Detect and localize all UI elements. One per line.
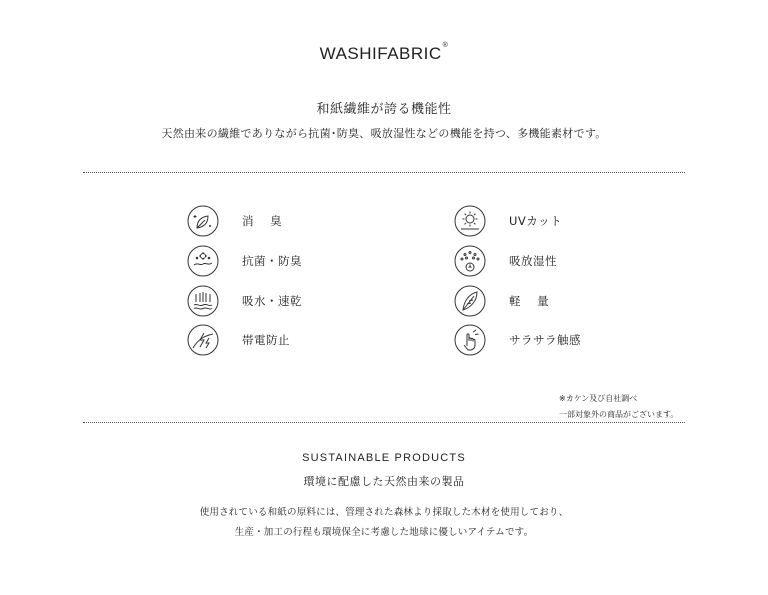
sustainable-body [0, 503, 768, 543]
brand-name: WASHIFABRIC [319, 44, 442, 63]
intro-subtitle: 天然由来の繊維でありながら抗菌･防臭、吸放湿性などの機能を持つ、多機能素材です。 [161, 127, 607, 140]
brand-logo [0, 44, 768, 64]
sustainable-title: SUSTAINABLE PRODUCTS [302, 452, 466, 464]
sustainable-body-line: 使用されている和紙の原料には、管理された森林より採取した木材を使用しており、 [199, 507, 569, 518]
feature-uv-cut [454, 204, 562, 238]
divider-bottom [83, 422, 685, 423]
feature-label: 抗菌・防臭 [242, 254, 302, 268]
feature-label: 帯電防止 [242, 333, 290, 347]
sustainable-subtitle: 環境に配慮した天然由来の製品 [303, 475, 465, 488]
feature-label: 消 臭 [242, 214, 283, 228]
footnote-exception: 一部対象外の商品がございます。 [559, 410, 679, 419]
feature-lightweight [454, 284, 549, 318]
feature-antistatic [187, 323, 290, 357]
feature-label: 吸水・速乾 [242, 294, 302, 308]
hand-touch-icon [454, 324, 486, 356]
feature-smooth-touch [454, 323, 581, 357]
divider-top [83, 172, 685, 173]
feature-absorb-dry [187, 284, 302, 318]
feature-moisture [454, 244, 557, 278]
footnote-source: ※カケン及び自社調べ [559, 394, 638, 403]
feature-deodorant [187, 204, 282, 238]
leaf-sparkle-icon [187, 205, 219, 237]
footnotes [559, 391, 678, 423]
feature-label: 吸放湿性 [509, 254, 557, 268]
registered-mark: ® [442, 42, 449, 49]
feature-label: サラサラ触感 [509, 333, 581, 347]
feather-icon [454, 285, 486, 317]
feature-label: 軽 量 [509, 294, 550, 308]
antibacterial-icon [187, 245, 219, 277]
feature-label: UVカット [509, 214, 563, 228]
antistatic-icon [187, 324, 219, 356]
moisture-icon [454, 245, 486, 277]
feature-antibacterial [187, 244, 302, 278]
sun-uv-icon [454, 205, 486, 237]
intro-title: 和紙繊維が誇る機能性 [316, 102, 452, 117]
absorb-quickdry-icon [187, 285, 219, 317]
sustainable-body-line: 生産・加工の行程も環境保全に考慮した地球に優しいアイテムです。 [234, 527, 534, 538]
